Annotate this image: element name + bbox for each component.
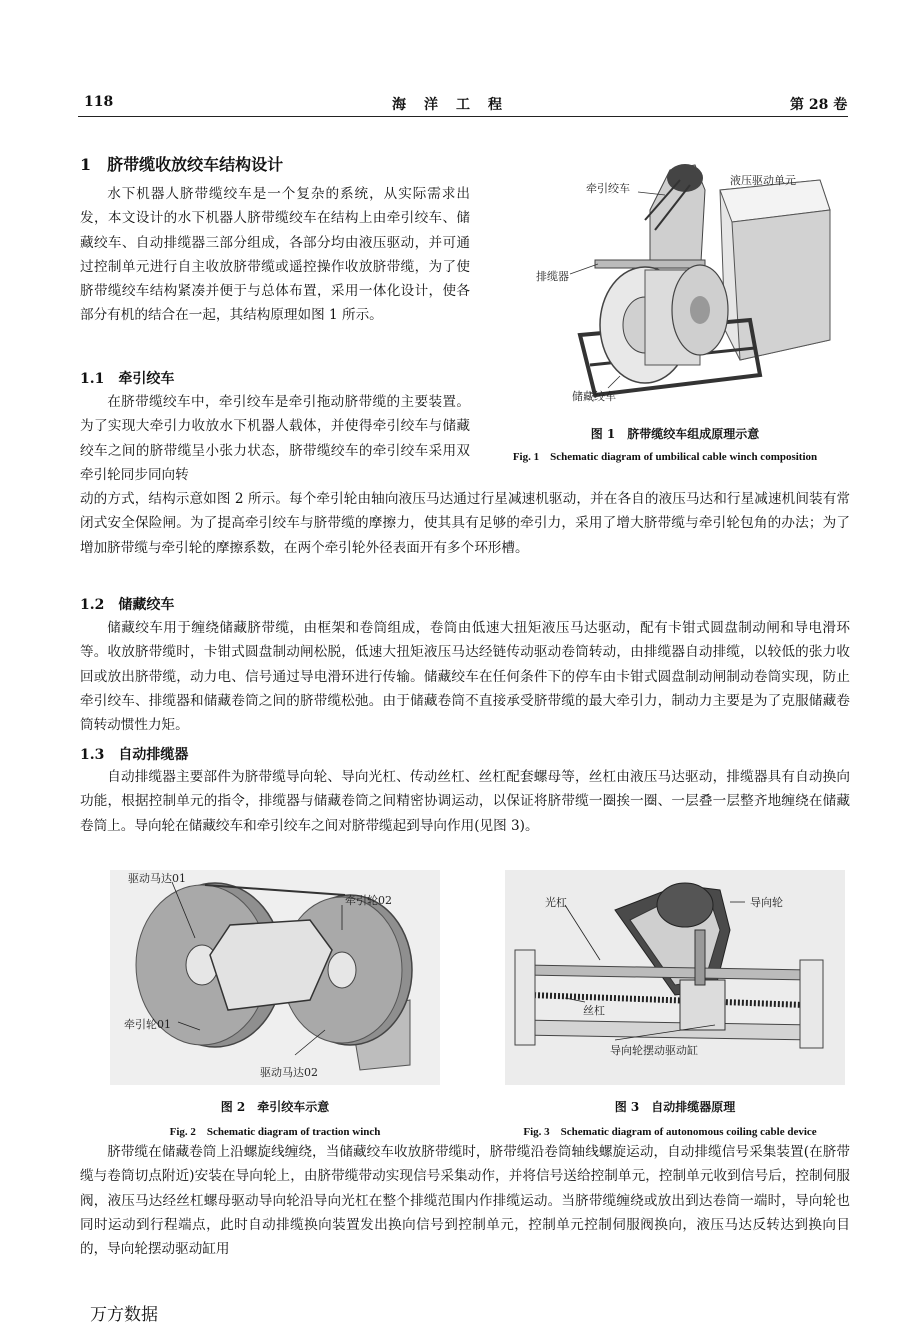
fig1-label-hydraulic: 液压驱动单元 xyxy=(730,174,796,187)
subsection-1-2-title: 1.2 储藏绞车 xyxy=(80,597,175,613)
section-1-title: 1 脐带缆收放绞车结构设计 xyxy=(80,155,284,174)
figure-2-caption-en: Fig. 2 Schematic diagram of traction winch xyxy=(169,1126,381,1138)
fig1-label-storage: 储藏绞车 xyxy=(572,390,616,403)
subsection-1-3-title: 1.3 自动排缆器 xyxy=(80,747,189,763)
figure-1 xyxy=(500,150,850,420)
section-1-intro: 水下机器人脐带缆绞车是一个复杂的系统，从实际需求出发，本文设计的水下机器人脐带缆绞车在结构上由牵引绞车、储藏绞车、自动排缆器三部分组成，各部分均由液压驱动，并可通过控制单元进行自主收放脐带缆或遥控操作收放脐带缆，为了使脐带缆绞车结构紧凑并便于与总体布置，采用一体化设计，使各部分有机的结合在一起，其结构原理如图 1 所示。 xyxy=(80,186,470,324)
footer-watermark: 万方数据 xyxy=(90,1305,158,1325)
subsection-1-1-title: 1.1 牵引绞车 xyxy=(80,371,175,387)
volume-label: 第 28 卷 xyxy=(790,97,848,113)
subsection-1-1-text-narrow: 在脐带缆绞车中，牵引绞车是牵引拖动脐带缆的主要装置。为了实现大牵引力收放水下机器人载体，并使得牵引绞车与储藏绞车之间的脐带缆呈小张力状态，脐带缆绞车的牵引绞车采用双牵引轮同步同向转 xyxy=(80,394,470,483)
fig3-label-cylinder: 导向轮摆动驱动缸 xyxy=(610,1044,698,1057)
figure-1-caption-cn: 图 1 脐带缆绞车组成原理示意 xyxy=(590,427,760,441)
figure-2 xyxy=(110,870,440,1085)
figure-1-caption-en: Fig. 1 Schematic diagram of umbilical cable winch composition xyxy=(512,451,818,463)
figure-1-drawing xyxy=(500,150,850,420)
subsection-1-3-text: 自动排缆器主要部件为脐带缆导向轮、导向光杠、传动丝杠、丝杠配套螺母等，丝杠由液压马达驱动，排缆器具有自动换向功能，根据控制单元的指令，排缆器与储藏卷筒之间精密协调运动，以保证将脐带缆一圈挨一圈、一层叠一层整齐地缠绕在储藏卷筒上。导向轮在储藏绞车和牵引绞车之间对脐带缆起到导向作用(见图 3)。 xyxy=(80,769,850,834)
fig3-label-guide-wheel: 导向轮 xyxy=(750,896,783,909)
fig1-label-cable-arranger: 排缆器 xyxy=(536,270,569,283)
figure-2-caption-cn: 图 2 牵引绞车示意 xyxy=(220,1100,330,1114)
fig2-label-motor02: 驱动马达02 xyxy=(260,1066,318,1079)
subsection-1-2-text: 储藏绞车用于缠绕储藏脐带缆，由框架和卷筒组成，卷筒由低速大扭矩液压马达驱动，配有卡钳式圆盘制动闸和导电滑环等。收放脐带缆时，卡钳式圆盘制动闸松脱，低速大扭矩液压马达经链传动驱动卷筒转动，由排缆器自动排缆，以较低的张力收回或放出脐带缆，动力电、信号通过导电滑环进行传输。储藏绞车在任何条件下的停车由卡钳式圆盘制动闸制动卷筒实现，防止牵引绞车、排缆器和储藏卷筒之间的脐带缆松弛。由于储藏卷筒不直接承受脐带缆的最大牵引力，制动力主要是为了克服储藏卷筒转动惯性力矩。 xyxy=(80,620,850,734)
final-paragraph: 脐带缆在储藏卷筒上沿螺旋线缠绕，当储藏绞车收放脐带缆时，脐带缆沿卷筒轴线螺旋运动，自动排缆信号采集装置(在脐带缆与卷筒切点附近)安装在导向轮上，由脐带缆带动实现信号采集动作，并将信号送给控制单元，控制单元收到信号后，控制伺服阀，液压马达经丝杠螺母驱动导向轮沿导向光杠在整个排缆范围内作排缆运动。当脐带缆缠绕或放出到达卷筒一端时，导向轮也同时运动到行程端点，此时自动排缆换向装置发出换向信号到控制单元，控制单元控制伺服阀换向，液压马达反转达到换向目的，导向轮摆动驱动缸用 xyxy=(80,1144,850,1258)
figure-3-caption-en: Fig. 3 Schematic diagram of autonomous coiling cable device xyxy=(523,1126,817,1138)
subsection-1-1-text-wide: 动的方式，结构示意如图 2 所示。每个牵引轮由轴向液压马达通过行星减速机驱动，并在各自的液压马达和行星减速机间装有常闭式安全保险闸。为了提高牵引绞车与脐带缆的摩擦力，使其具有足够的牵引力，采用了增大脐带缆与牵引轮包角的办法；为了增加脐带缆与牵引轮的摩擦系数，在两个牵引轮外径表面开有多个环形槽。 xyxy=(80,491,850,556)
header-rule xyxy=(78,116,848,117)
fig2-label-wheel01: 牵引轮01 xyxy=(124,1018,171,1031)
fig2-label-wheel02: 牵引轮02 xyxy=(345,894,392,907)
page-number: 118 xyxy=(84,94,114,110)
fig3-label-guide-bar: 光杠 xyxy=(545,896,567,909)
journal-title: 海 洋 工 程 xyxy=(392,97,504,113)
fig3-label-lead-screw: 丝杠 xyxy=(583,1004,605,1017)
figure-3-caption-cn: 图 3 自动排缆器原理 xyxy=(614,1100,736,1114)
fig2-label-motor01: 驱动马达01 xyxy=(128,872,186,885)
figure-3 xyxy=(505,870,845,1085)
fig1-label-traction: 牵引绞车 xyxy=(586,182,630,195)
